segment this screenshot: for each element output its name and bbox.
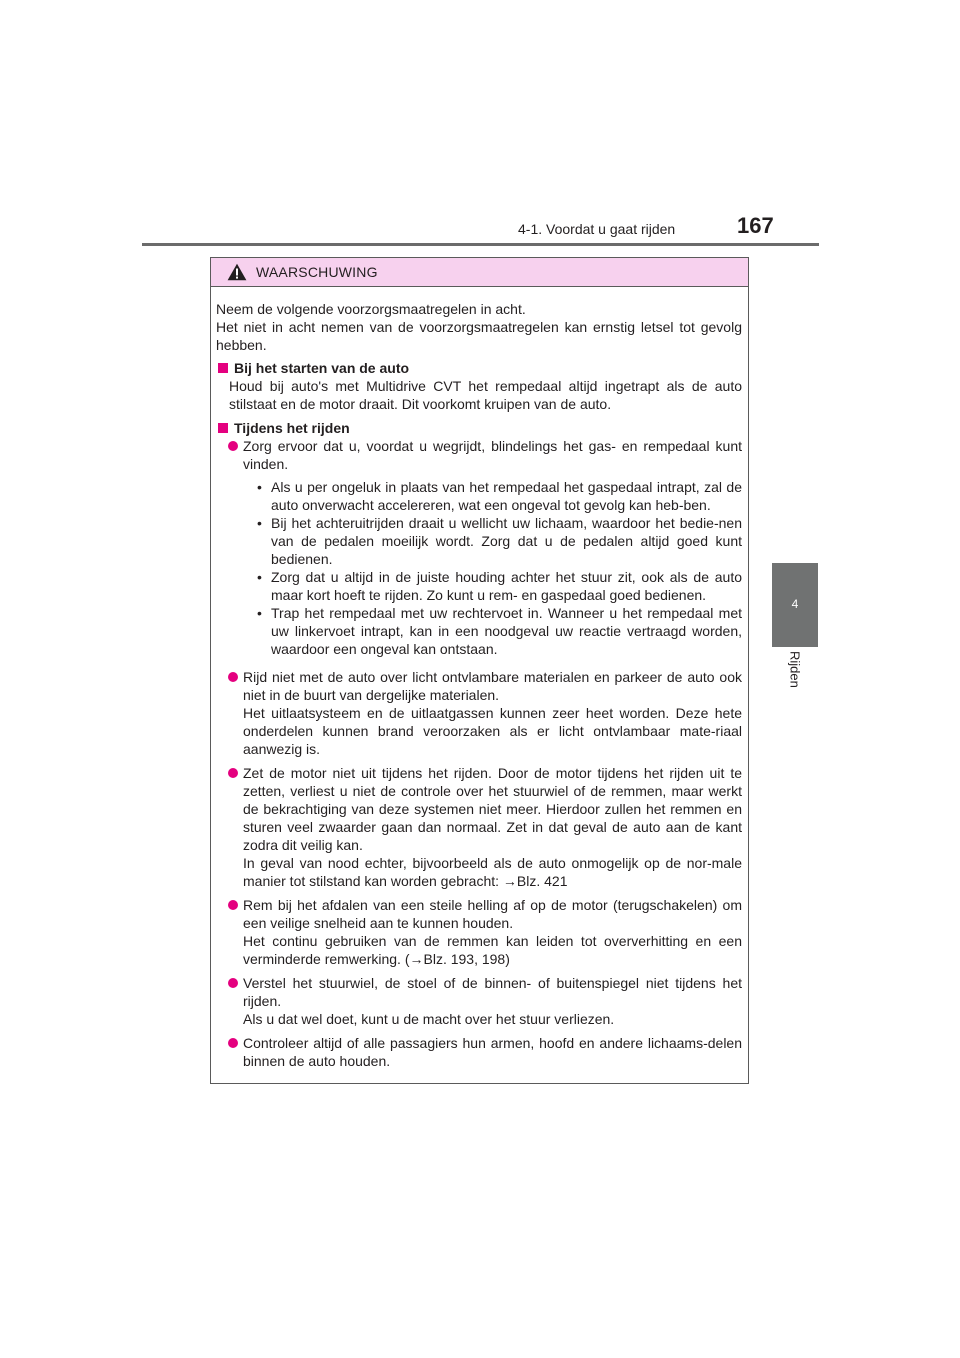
- item-text: Het uitlaatsysteem en de uitlaatgassen kunnen zeer heet worden. Deze hete onderdelen kunnen brand veroorzaken als er licht ontvlambaar mate-riaal aanwezig is.: [243, 705, 742, 757]
- sub-bullet-text: Zorg dat u altijd in de juiste houding achter het stuur zit, ook als de auto maar kort hoeft te rijden. Zo kunt u rem- en gaspedaal goed bedienen.: [271, 569, 742, 603]
- sub-bullet: • Zorg dat u altijd in de juiste houding achter het stuur zit, ook als de auto maar kort hoeft te rijden. Zo kunt u rem- en gaspedaal goed bedienen.: [257, 569, 742, 603]
- item-text: Zorg ervoor dat u, voordat u wegrijdt, blindelings het gas- en rempedaal kunt vinden.: [243, 438, 742, 472]
- intro-line: Neem de volgende voorzorgsmaatregelen in acht.: [216, 301, 526, 317]
- item-text: Het continu gebruiken van de remmen kan leiden tot oververhitting en een verminderde remwerking. (→Blz. 193, 198): [243, 933, 742, 967]
- list-item: [216, 764, 742, 890]
- circle-bullet-icon: [228, 441, 238, 451]
- sub-bullet-list: [243, 478, 742, 658]
- circle-bullet-icon: [228, 1038, 238, 1048]
- list-item: [216, 1034, 742, 1070]
- item-text: Rem bij het afdalen van een steile helling af op de motor (terugschakelen) om een veilige snelheid aan te kunnen houden.: [243, 897, 742, 931]
- section-text: Houd bij auto's met Multidrive CVT het rempedaal altijd ingetrapt als de auto stilstaat en de motor draait. Dit voorkomt kruipen van de auto.: [229, 378, 742, 412]
- item-text: Verstel het stuurwiel, de stoel of de binnen- of buitenspiegel niet tijdens het rijden.: [243, 975, 742, 1009]
- sub-bullet: • Trap het rempedaal met uw rechtervoet in. Wanneer u het rempedaal met uw linkervoet intrapt, kan in een noodgeval uw reactie vertraagd worden, waardoor een ongeval kan ontstaan.: [257, 605, 742, 657]
- warning-header: [211, 258, 748, 287]
- circle-bullet-icon: [228, 672, 238, 682]
- warning-title: WAARSCHUWING: [256, 264, 378, 280]
- section-heading-text: Bij het starten van de auto: [234, 360, 410, 376]
- chapter-label: [772, 649, 818, 709]
- warning-box: [210, 257, 749, 1084]
- warning-triangle-icon: [227, 263, 247, 281]
- item-text: Als u dat wel doet, kunt u de macht over het stuur verliezen.: [243, 1011, 615, 1027]
- sub-bullet-text: Trap het rempedaal met uw rechtervoet in. Wanneer u het rempedaal met uw linkervoet intrapt, kan in een noodgeval uw reactie vertraagd worden, waardoor een ongeval kan ontstaan.: [271, 605, 742, 657]
- item-text: Controleer altijd of alle passagiers hun armen, hoofd en andere lichaams-delen binnen de auto houden.: [243, 1035, 742, 1069]
- header-divider: [142, 243, 819, 246]
- sub-bullet-text: Bij het achteruitrijden draait u wellicht uw lichaam, waardoor het bedie-nen van de pedalen moeilijk wordt. Zorg dat u de pedalen altijd goed kunt bedienen.: [271, 515, 742, 567]
- section-heading: [216, 419, 742, 437]
- sub-bullet: • Als u per ongeluk in plaats van het rempedaal het gaspedaal intrapt, zal de auto onverwacht accelereren, wat een ongeval tot gevolg kan heb-ben.: [257, 479, 742, 513]
- chapter-label-text: Rijden: [787, 651, 803, 688]
- warning-body: [211, 287, 748, 1070]
- list-item: [216, 668, 742, 758]
- square-bullet-icon: [218, 423, 228, 433]
- item-text: Zet de motor niet uit tijdens het rijden. Door de motor tijdens het rijden uit te zetten, verliest u niet de controle over het stuurwiel of de remmen, maar werkt de bekrachtiging van deze systemen niet meer. Hierdoor zullen het remmen en sturen veel zwaarder gaan dan normaal. Zet in dat geval de auto aan de kant zodra dit veilig kan.: [243, 765, 742, 853]
- chapter-number: 4: [791, 597, 799, 611]
- page-number: 167: [737, 213, 774, 238]
- circle-bullet-icon: [228, 900, 238, 910]
- section-title: 4-1. Voordat u gaat rijden: [518, 221, 676, 237]
- square-bullet-icon: [218, 363, 228, 373]
- item-text: Rijd niet met de auto over licht ontvlambare materialen en parkeer de auto ook niet in de buurt van dergelijke materialen.: [243, 669, 742, 703]
- circle-bullet-icon: [228, 768, 238, 778]
- intro-line: Het niet in acht nemen van de voorzorgsmaatregelen kan ernstig letsel tot gevolg hebben.: [216, 319, 742, 353]
- section-heading-text: Tijdens het rijden: [234, 420, 350, 436]
- chapter-tab[interactable]: [772, 563, 818, 647]
- list-item: [216, 896, 742, 968]
- list-item: [216, 437, 742, 662]
- item-text: In geval van nood echter, bijvoorbeeld als de auto onmogelijk op de nor-male manier tot stilstand kan worden gebracht: →Blz. 421: [243, 855, 742, 889]
- sub-bullet: • Bij het achteruitrijden draait u wellicht uw lichaam, waardoor het bedie-nen van de pedalen moeilijk wordt. Zorg dat u de pedalen altijd goed kunt bedienen.: [257, 515, 742, 567]
- section-heading: [216, 359, 742, 377]
- sub-bullet-text: Als u per ongeluk in plaats van het rempedaal het gaspedaal intrapt, zal de auto onverwacht accelereren, wat een ongeval tot gevolg kan heb-ben.: [271, 479, 742, 513]
- list-item: [216, 974, 742, 1028]
- circle-bullet-icon: [228, 978, 238, 988]
